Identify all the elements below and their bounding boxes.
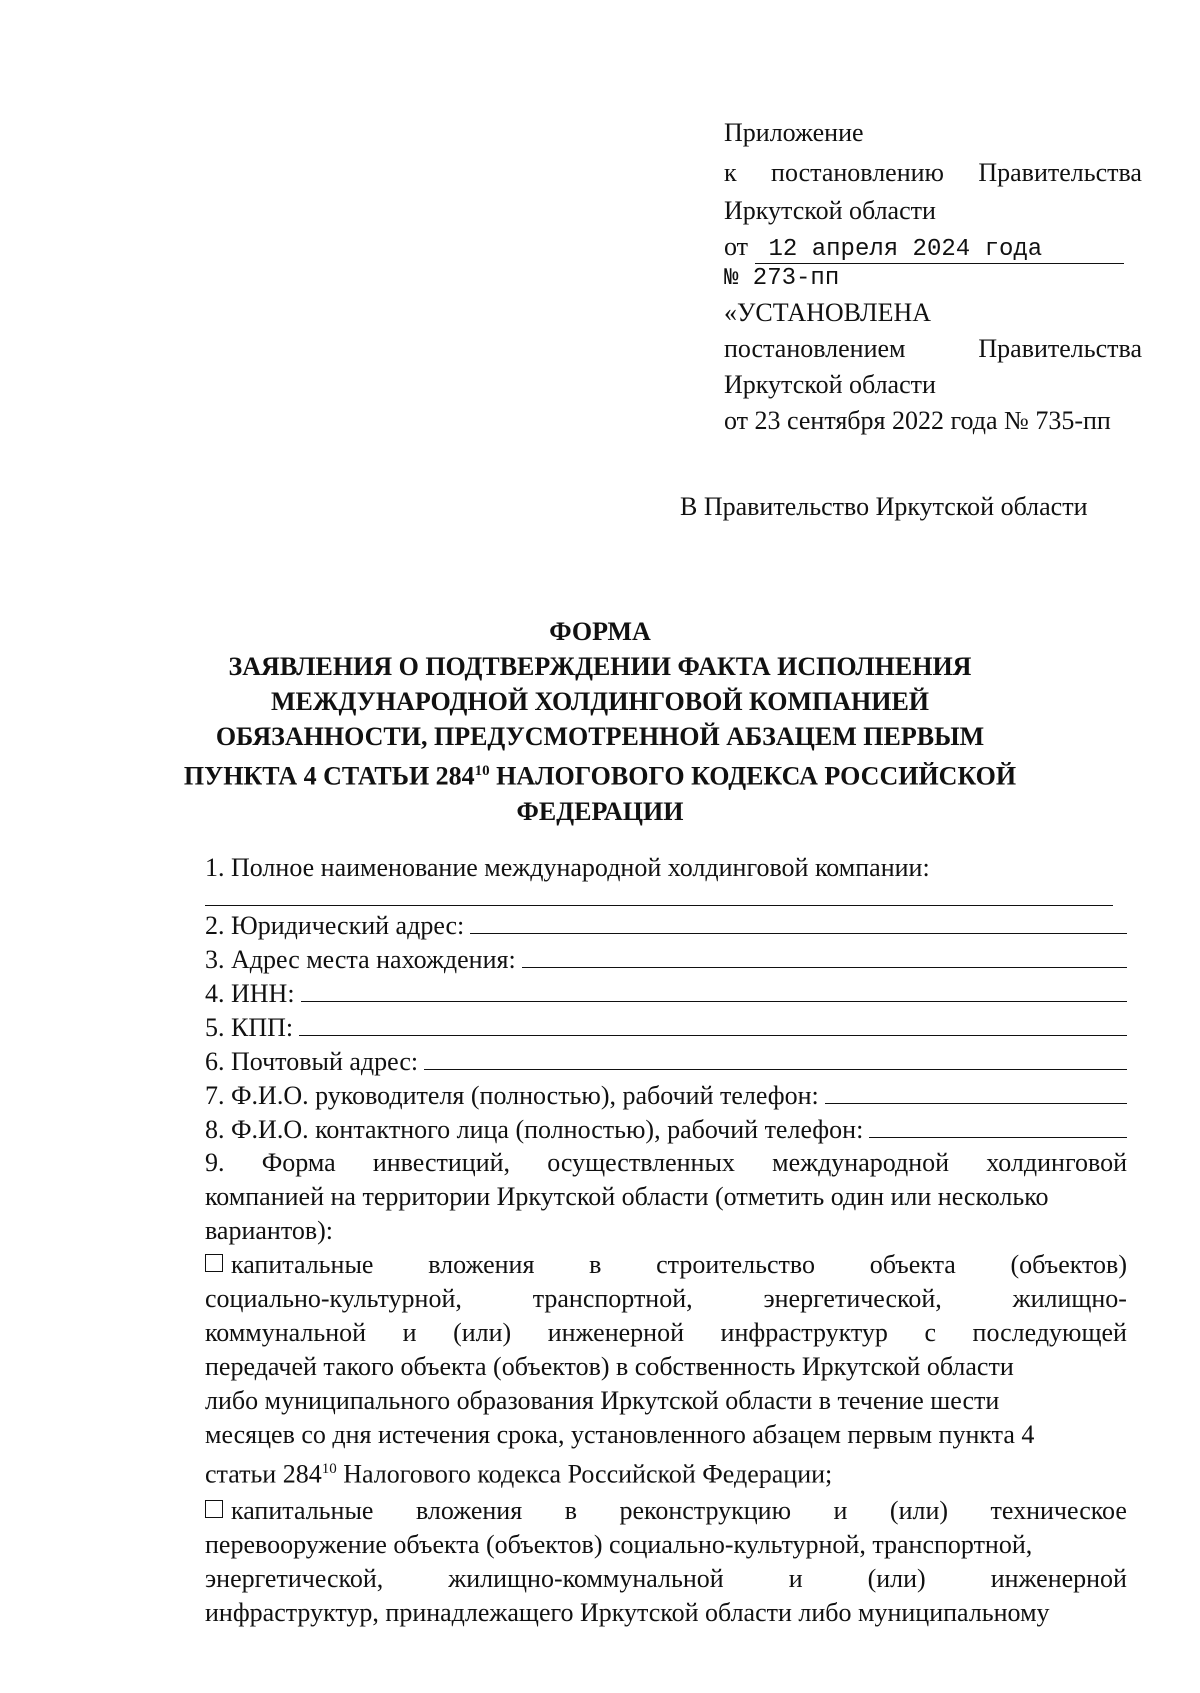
field-2-blank[interactable] [470,911,1127,934]
word: Форма [261,1148,336,1177]
word: вложения [428,1250,535,1279]
option-1-line-7-b: Налогового кодекса Российской Федерации; [336,1459,833,1489]
form-title [150,614,1050,829]
appendix-date-line [724,232,1124,264]
date-prefix: от [724,232,749,261]
field-3 [205,944,1127,976]
word: жилищно- [1012,1284,1127,1313]
field-5-blank[interactable] [299,1013,1127,1036]
title-line-2: ЗАЯВЛЕНИЯ О ПОДТВЕРЖДЕНИИ ФАКТА ИСПОЛНЕНИЯ [228,652,972,681]
item-9-line-1 [205,1146,1127,1180]
word: и [833,1496,848,1525]
option-2-checkbox[interactable] [205,1500,223,1518]
word: инфраструктур [720,1318,888,1347]
field-6-label: 6. Почтовый адрес: [205,1047,419,1076]
word: международной [772,1148,950,1177]
option-1 [205,1248,1127,1489]
word: коммунальной [205,1318,367,1347]
word: последующей [972,1318,1127,1347]
decree-date: 12 апреля 2024 года [755,237,1124,264]
word: (или) [889,1496,949,1525]
option-2-first [205,1494,373,1528]
option-1-checkbox[interactable] [205,1254,223,1272]
word: капитальные [231,1496,374,1525]
option-1-superscript: 10 [321,1461,337,1477]
word: (или) [453,1318,512,1347]
word: (или) [867,1564,926,1593]
field-5-label: 5. КПП: [205,1013,294,1042]
word: энергетической, [205,1564,384,1593]
word: и [402,1318,417,1347]
word: осуществленных [547,1148,735,1177]
option-1-line-6: месяцев со дня истечения срока, установленного абзацем первым пункта 4 [205,1420,1035,1449]
field-2-label: 2. Юридический адрес: [205,911,465,940]
word: транспортной, [532,1284,693,1313]
word: постановлением [724,334,906,363]
option-1-line-3 [205,1316,1127,1350]
item-9-line-3: вариантов): [205,1216,334,1245]
appendix-line-3: Иркутской области [724,196,936,225]
option-1-line-7-a: статьи 284 [205,1459,322,1489]
word: и [788,1564,803,1593]
word: энергетической, [763,1284,942,1313]
field-8 [205,1114,1127,1146]
word: инженерной [990,1564,1127,1593]
word: Правительства [978,158,1142,187]
title-line-5 [150,754,1050,794]
word: в [589,1250,602,1279]
field-2 [205,910,1127,942]
word: социально-культурной, [205,1284,462,1313]
field-1-text: 1. Полное наименование международной холдинговой компании: [205,853,930,882]
title-line-5-b: НАЛОГОВОГО КОДЕКСА РОССИЙСКОЙ [489,761,1017,791]
title-line-4: ОБЯЗАННОСТИ, ПРЕДУСМОТРЕННОЙ АБЗАЦЕМ ПЕРВЫМ [215,722,985,751]
word: реконструкцию [619,1496,791,1525]
word: объекта [869,1250,956,1279]
word: к [724,158,737,187]
word: в [564,1496,577,1525]
option-1-line-5: либо муниципального образования Иркутской области в течение шести [205,1386,1000,1415]
field-1-blank-line[interactable] [205,905,1113,906]
field-5 [205,1012,1127,1044]
option-2-line-1 [205,1494,1127,1528]
word: жилищно-коммунальной [448,1564,724,1593]
addressee: В Правительство Иркутской области [680,492,1088,521]
title-line-3: МЕЖДУНАРОДНОЙ ХОЛДИНГОВОЙ КОМПАНИЕЙ [270,687,930,716]
title-line-1: ФОРМА [549,617,651,646]
field-7-label: 7. Ф.И.О. руководителя (полностью), рабочий телефон: [205,1081,819,1110]
option-1-line-2 [205,1282,1127,1316]
item-9-line-2: компанией на территории Иркутской области (отметить один или несколько [205,1182,1049,1211]
decree-number: № 273-пп [724,265,840,292]
option-2-line-3 [205,1562,1127,1596]
item-9 [205,1146,1127,1248]
word: строительство [656,1250,815,1279]
word: 9. [205,1148,225,1177]
option-1-line-1 [205,1248,1127,1282]
field-4-blank[interactable] [301,979,1127,1002]
field-6-blank[interactable] [424,1047,1127,1070]
word: инженерной [547,1318,684,1347]
field-1-label [205,852,930,884]
appendix-line-8: Иркутской области [724,370,936,399]
appendix-line-9: от 23 сентября 2022 года № 735-пп [724,406,1111,435]
field-4 [205,978,1127,1010]
option-2-line-4: инфраструктур, принадлежащего Иркутской области либо муниципальному [205,1598,1050,1627]
field-4-label: 4. ИНН: [205,979,295,1008]
appendix-line-1: Приложение [724,118,864,147]
option-2-line-2: перевооружение объекта (объектов) социально-культурной, транспортной, [205,1530,1033,1559]
field-7 [205,1080,1127,1112]
appendix-line-2 [724,158,1142,188]
word: вложения [415,1496,523,1525]
field-8-blank[interactable] [869,1115,1127,1138]
word: с [924,1318,937,1347]
title-line-6: ФЕДЕРАЦИИ [516,796,684,826]
word: инвестиций, [372,1148,511,1177]
word: капитальные [231,1250,374,1279]
option-1-line-7 [205,1452,1127,1489]
option-2 [205,1494,1127,1630]
word: Правительства [978,334,1142,363]
appendix-line-6: «УСТАНОВЛЕНА [724,298,932,327]
title-line-5-a: ПУНКТА 4 СТАТЬИ 284 [183,761,475,791]
field-6 [205,1046,1127,1078]
word: (объектов) [1010,1250,1127,1279]
option-1-line-4: передачей такого объекта (объектов) в собственность Иркутской области [205,1352,1014,1381]
word: техническое [990,1496,1127,1525]
appendix-line-7 [724,334,1142,364]
field-8-label: 8. Ф.И.О. контактного лица (полностью), рабочий телефон: [205,1115,864,1144]
title-superscript: 10 [474,763,490,779]
field-3-blank[interactable] [522,945,1127,968]
field-7-blank[interactable] [825,1081,1127,1104]
option-1-first [205,1248,373,1282]
field-3-label: 3. Адрес места нахождения: [205,945,516,974]
word: постановлению [771,158,944,187]
word: холдинговой [986,1148,1127,1177]
